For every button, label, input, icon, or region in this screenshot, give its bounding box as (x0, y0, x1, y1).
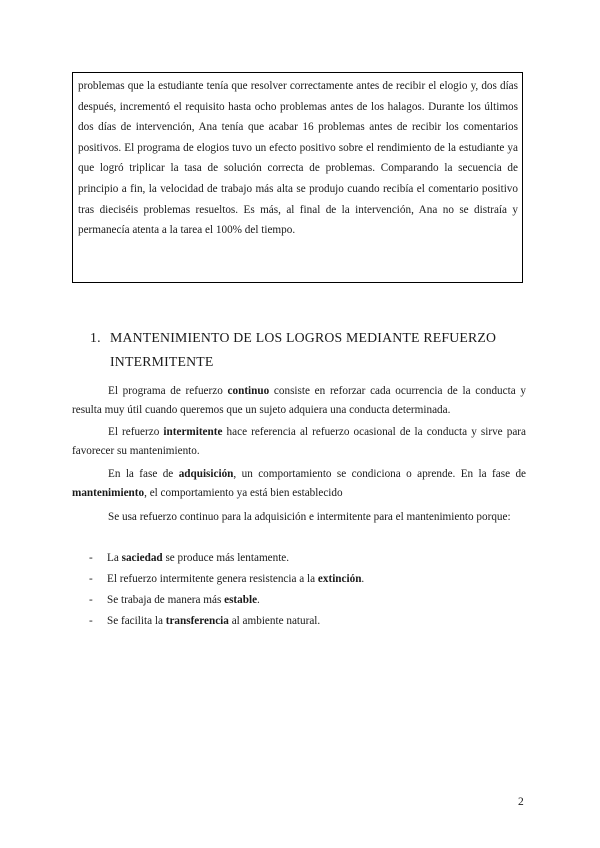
list-item (72, 549, 526, 570)
text-run: En la fase de (108, 468, 179, 480)
text-run: se produce más lentamente. (162, 552, 290, 564)
list-item (72, 612, 526, 633)
text-run: . (257, 594, 260, 606)
list-item (72, 591, 526, 612)
paragraph-continuous-reinforcement (72, 382, 526, 420)
text-run: . (361, 573, 365, 585)
text-run: El refuerzo (108, 426, 164, 438)
text-run: Se usa refuerzo continuo para la adquisición e intermitente para el mantenimiento porque: (108, 511, 511, 523)
text-run: El refuerzo intermitente genera resistencia a la (107, 573, 318, 585)
text-run: , un comportamiento se condiciona o aprende. En la fase de (233, 468, 526, 480)
text-run: hace referencia al refuerzo ocasional de la conducta y sirve para favorecer su mantenimiento. (72, 426, 526, 457)
section-heading (90, 326, 530, 374)
paragraph-reasons-intro (72, 508, 526, 527)
text-run: consiste en reforzar cada ocurrencia de la conducta y resulta muy útil cuando queremos que un sujeto adquiera una conducta determinada. (72, 385, 526, 416)
page-number: 2 (518, 796, 524, 808)
case-study-text: problemas que la estudiante tenía que resolver correctamente antes de recibir el elogio y, dos días después, incrementó el requisito hasta ocho problemas antes de los halagos. Durante los últimos dos días de intervención, Ana tenía que acabar 16 problemas antes de recibir los comentarios positivos. El programa de elogios tuvo un efecto positivo sobre el rendimiento de la estudiante ya que logró triplicar la tasa de solución correcta de problemas. Comparando la secuencia de principio a fin, la velocidad de trabajo más alta se produjo cuando recibía el comentario positivo tras dieciséis problemas resueltos. Es más, al final de la intervención, Ana no se distraía y permanecía atenta a la tarea el 100% del tiempo. (78, 80, 518, 237)
term-saciedad: saciedad (121, 552, 163, 564)
bullet-dash: - (89, 594, 93, 606)
text-run: Se facilita la (107, 615, 166, 627)
term-estable: estable (224, 594, 258, 606)
bullet-dash: - (89, 615, 93, 627)
text-run: El programa de refuerzo (108, 385, 228, 397)
case-study-box (72, 72, 523, 283)
text-run: Se trabaja de manera más (107, 594, 225, 606)
term-intermitente: intermitente (163, 426, 223, 438)
list-item (72, 570, 526, 591)
section-title: MANTENIMIENTO DE LOS LOGROS MEDIANTE REFUERZO INTERMITENTE (110, 330, 497, 369)
term-adquisicion: adquisición (178, 468, 234, 480)
term-extincion: extinción (317, 573, 362, 585)
text-run: , el comportamiento ya está bien establecido (144, 487, 343, 499)
text-run: La (107, 552, 122, 564)
paragraph-phases (72, 465, 526, 503)
text-run: al ambiente natural. (228, 615, 321, 627)
term-mantenimiento: mantenimiento (72, 487, 145, 499)
term-continuo: continuo (227, 385, 270, 397)
paragraph-intermittent-reinforcement (72, 423, 526, 461)
section-number: 1. (90, 330, 101, 345)
term-transferencia: transferencia (165, 615, 229, 627)
bullet-dash: - (89, 552, 93, 564)
bullet-dash: - (89, 573, 93, 585)
reasons-list (72, 549, 526, 633)
